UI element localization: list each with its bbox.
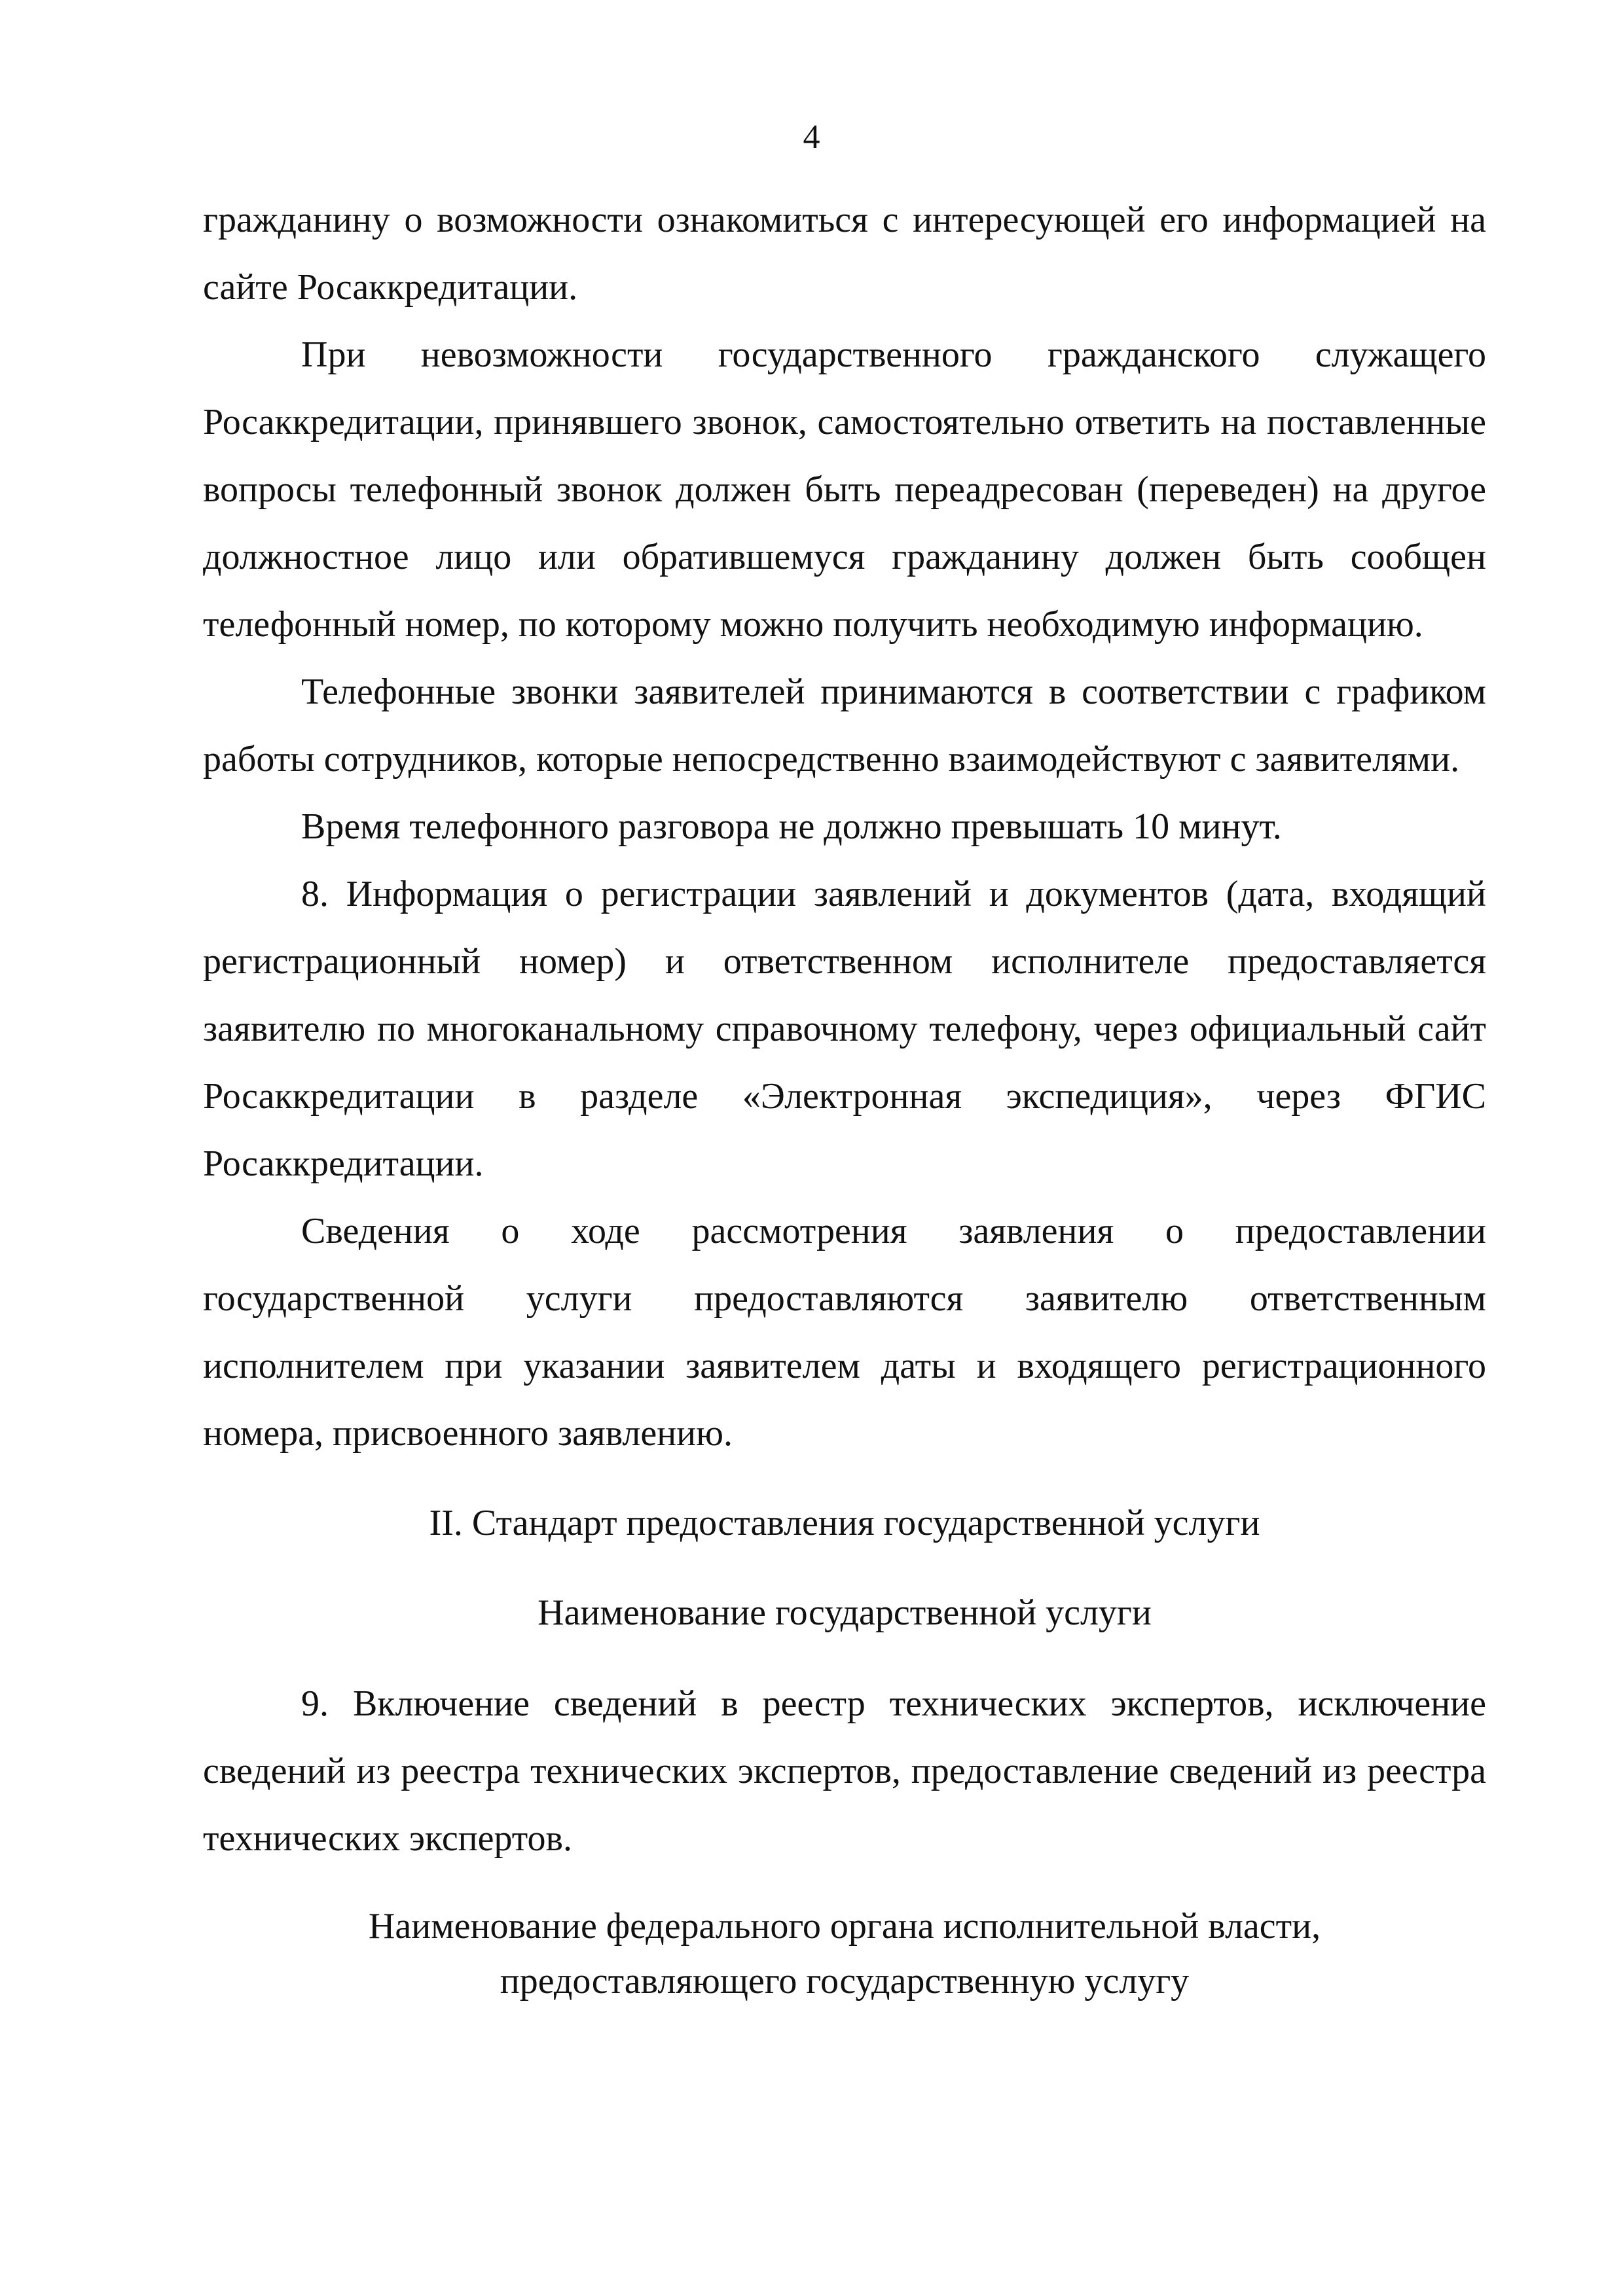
- paragraph-call-schedule: Телефонные звонки заявителей принимаются в соответствии с графиком работы сотрудников, которые непосредственно взаимодействуют с заявителями.: [203, 672, 1486, 780]
- paragraph-item-9: 9. Включение сведений в реестр технических экспертов, исключение сведений из реестра технических экспертов, предоставление сведений из реестра технических экспертов.: [203, 1683, 1486, 1859]
- paragraph-continuation: гражданину о возможности ознакомиться с интересующей его информацией на сайте Росаккредитации.: [203, 200, 1486, 308]
- subheading-federal-body-line-2: предоставляющего государственную услугу: [500, 1961, 1190, 2001]
- paragraph-call-redirect: При невозможности государственного гражданского служащего Росаккредитации, принявшего звонок, самостоятельно ответить на поставленные вопросы телефонный звонок должен быть переадресован (переведен) на другое должностное лицо или обратившемуся гражданину должен быть сообщен телефонный номер, по которому можно получить необходимую информацию.: [203, 334, 1486, 645]
- subheading-federal-body: [203, 1899, 1486, 2009]
- paragraph-item-8: 8. Информация о регистрации заявлений и документов (дата, входящий регистрационный номер) и ответственном исполнителе предоставляется заявителю по многоканальному справочному телефону, через официальный сайт Росаккредитации в разделе «Электронная экспедиция», через ФГИС Росаккредитации.: [203, 874, 1486, 1184]
- subheading-service-name: Наименование государственной услуги: [538, 1592, 1152, 1633]
- section-heading: II. Стандарт предоставления государственной услуги: [429, 1503, 1260, 1543]
- page-number: 4: [803, 118, 820, 156]
- paragraph-call-duration: Время телефонного разговора не должно превышать 10 минут.: [301, 806, 1282, 847]
- document-body: [203, 187, 1486, 2009]
- subheading-federal-body-line-1: Наименование федерального органа исполнительной власти,: [368, 1906, 1321, 1946]
- paragraph-progress-info: Сведения о ходе рассмотрения заявления о предоставлении государственной услуги предоставляются заявителю ответственным исполнителем при указании заявителем даты и входящего регистрационного номера, присвоенного заявлению.: [203, 1211, 1486, 1454]
